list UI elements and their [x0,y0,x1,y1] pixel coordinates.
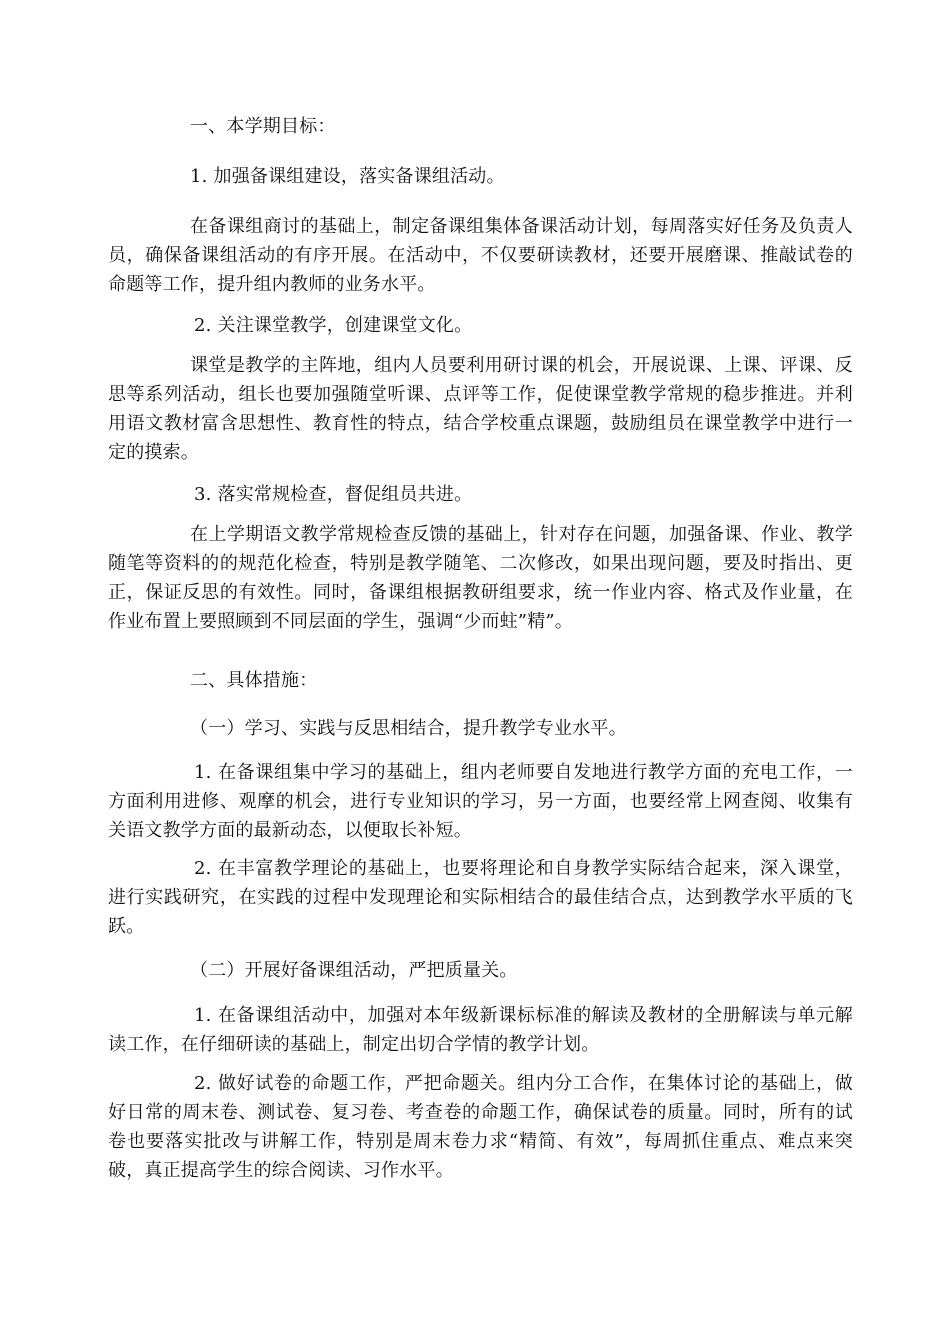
measure-1-item-1: 1. 在备课组集中学习的基础上，组内老师要自发地进行教学方面的充电工作，一方面利用进修、观摩的机会，进行专业知识的学习，另一方面，也要经常上网查阅、收集有关语文教学方面的最新动态，以便取长补短。 [108,762,853,841]
goal-item-1-body: 在备课组商讨的基础上，制定备课组集体备课活动计划，每周落实好任务及负责人员，确保备课组活动的有序开展。在活动中，不仅要研读教材，还要开展磨课、推敲试卷的命题等工作，提升组内教师的业务水平。 [108,216,853,295]
goal-item-2-heading: 2. 关注课堂教学，创建课堂文化。 [194,315,473,336]
goal-item-3-body: 在上学期语文教学常规检查反馈的基础上，针对存在问题，加强备课、作业、教学随笔等资料的的规范化检查，特别是教学随笔、二次修改，如果出现问题，要及时指出、更正，保证反思的有效性。同时，备课组根据教研组要求，统一作业内容、格式及作业量，在作业布置上要照顾到不同层面的学生，强调“少而蛀”精”。 [108,524,853,632]
section-heading-measures: 二、具体措施： [190,670,318,691]
goal-item-1-heading: 1. 加强备课组建设，落实备课组活动。 [190,166,505,187]
measure-2-item-1: 1. 在备课组活动中，加强对本年级新课标标准的解读及教材的全册解读与单元解读工作，在仔细研读的基础上，制定出切合学情的教学计划。 [108,1005,853,1055]
measure-1-item-2: 2. 在丰富教学理论的基础上，也要将理论和自身教学实际结合起来，深入课堂，进行实践研究，在实践的过程中发现理论和实际相结合的最佳结合点，达到教学水平质的飞跃。 [108,858,853,937]
goal-item-2-body: 课堂是教学的主阵地，组内人员要利用研讨课的机会，开展说课、上课、评课、反思等系列活动，组长也要加强随堂听课、点评等工作，促使课堂教学常规的稳步推进。并利用语文教材富含思想性、教育性的特点，结合学校重点课题，鼓励组员在课堂教学中进行一定的摸索。 [108,355,853,463]
section-heading-goals: 一、本学期目标： [190,116,336,137]
measure-subheading-2: （二）开展好备课组活动，严把质量关。 [190,960,518,981]
measure-subheading-1: （一）学习、实践与反思相结合，提升教学专业水平。 [190,718,627,739]
goal-item-3-heading: 3. 落实常规检查，督促组员共进。 [194,484,473,505]
measure-2-item-2: 2. 做好试卷的命题工作，严把命题关。组内分工合作，在集体讨论的基础上，做好日常的周末卷、测试卷、复习卷、考查卷的命题工作，确保试卷的质量。同时，所有的试卷也要落实批改与讲解工作，特别是周末卷力求“精简、有效”，每周抓住重点、难点来突破，真正提高学生的综合阅读、习作水平。 [108,1073,853,1181]
